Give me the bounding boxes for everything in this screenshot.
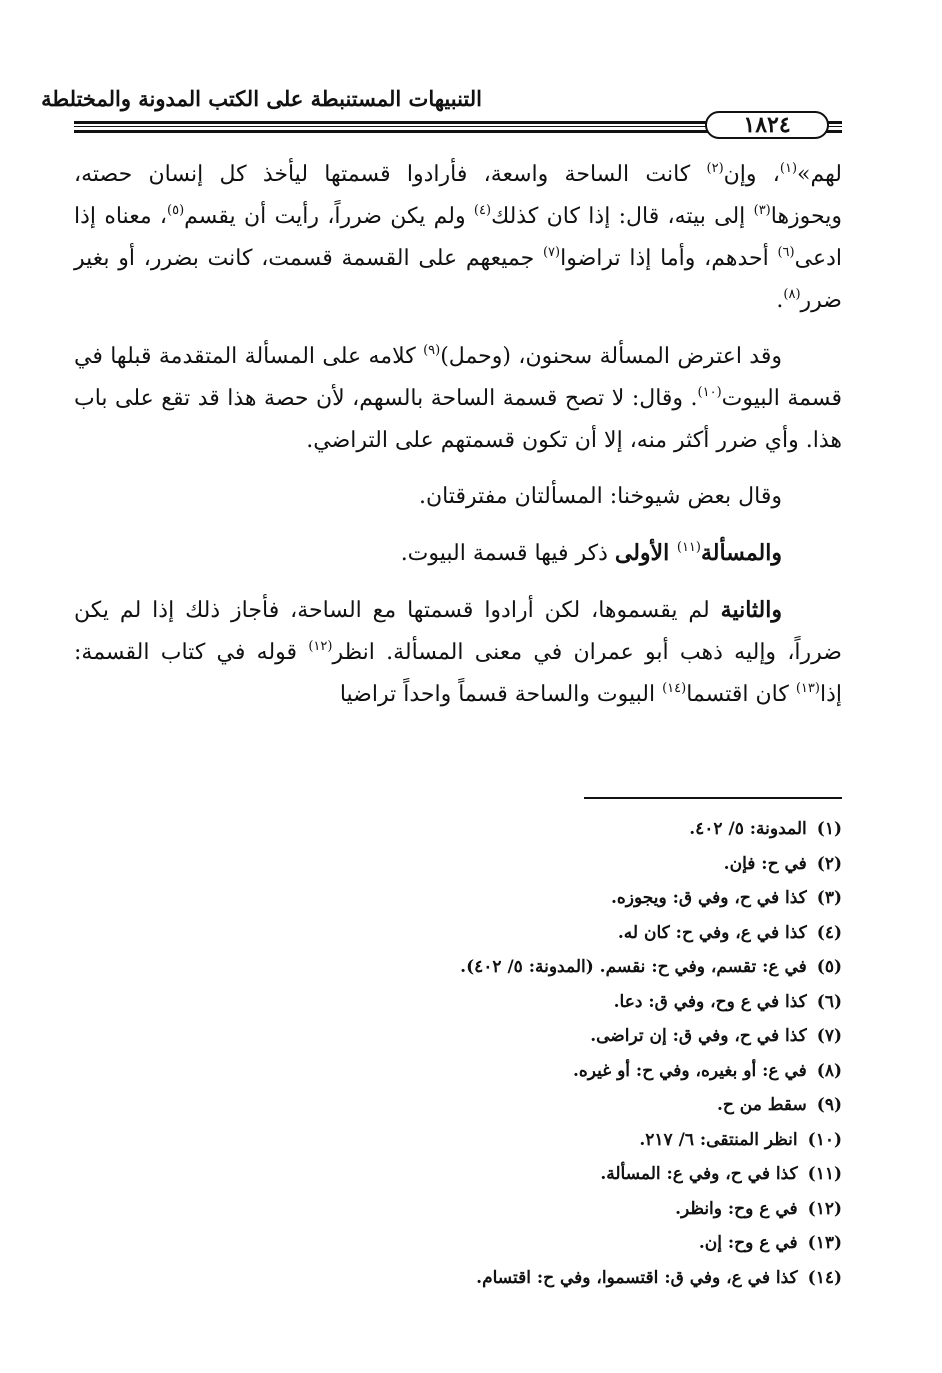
footnote-ref: (٢) [706,161,724,176]
page-number: ١٨٢٤ [743,112,791,138]
footnote-number: (٤) [816,922,842,943]
footnote-item [300,881,842,916]
footnote-number: (٢) [816,853,842,874]
paragraph-4 [74,532,842,575]
footnote-item [300,1088,842,1123]
page-number-badge [705,111,829,139]
footnote-ref: (٦) [777,245,795,260]
text-run: إلى بيته، قال: إذا كان كذلك [491,204,754,229]
footnote-item [300,847,842,882]
footnote-number: (٣) [816,888,842,908]
footnote-number: (٩) [816,1095,842,1115]
text-run: كان اقتسما [686,682,796,707]
footnote-number: (١٠) [807,1129,842,1150]
footnote-item [300,1019,842,1054]
footnote-text: كذا في ح، وفي ع: المسألة. [600,1164,798,1184]
footnote-number: (١) [816,819,842,839]
footnote-item [300,1157,842,1192]
footnote-number: (١٢) [807,1198,842,1219]
bold-run: والمسألة [701,540,782,566]
footnote-ref: (٤) [473,203,492,218]
running-title: التنبيهات المستنبطة على الكتب المدونة والمختلطة [41,86,482,111]
footnote-ref: (٥) [167,203,185,218]
text-run: ، معناه إذا ادعى [74,204,842,271]
bold-run: الأولى [614,540,677,566]
footnote-item [300,1226,842,1261]
text-run: كانت الساحة واسعة، فأرادوا قسمتها ليأخذ كل إنسان حصته، ويحوزها [74,162,842,229]
footnote-text: كذا في ع، وفي ح: كان له. [617,922,807,943]
text-run: لهم» [797,162,842,187]
footnote-text: في ح: فإن. [723,853,807,874]
text-run: جميعهم على القسمة قسمت، كانت بضرر، أو بغير ضرر [74,246,842,313]
text-run: ، وإن [723,162,780,187]
footnote-separator [584,797,842,799]
footnote-ref: (٣) [753,203,771,218]
paragraph-1 [74,154,842,322]
footnote-ref: (٩) [423,343,441,358]
footnote-ref: (٨) [783,287,801,302]
footnote-text: سقط من ح. [717,1095,807,1115]
main-text [74,154,842,716]
paragraph-2 [74,336,842,462]
footnote-text: في ع وح: إن. [698,1233,798,1253]
footnote-number: (٥) [816,957,842,977]
footnote-item [300,985,842,1020]
footnotes [300,812,842,1295]
paragraph-3: وقال بعض شيوخنا: المسألتان مفترقتان. [418,484,782,509]
footnote-ref: (١١) [676,540,701,555]
footnote-text: كذا في ح، وفي ق: ويجوزه. [610,888,807,908]
footnote-number: (١٣) [807,1233,842,1253]
footnote-item [300,916,842,951]
footnote-number: (٦) [816,991,842,1012]
footnote-item [300,950,842,985]
text-run: كلامه على المسألة المتقدمة قبلها في قسمة البيوت [74,344,842,411]
footnote-text: كذا في ع، وفي ق: اقتسموا، وفي ح: اقتسام. [476,1267,798,1288]
footnote-text: في ع: أو بغيره، وفي ح: أو غيره. [572,1060,807,1081]
footnote-ref: (١٠) [697,385,722,400]
footnote-ref: (٧) [542,245,561,260]
footnote-item [300,1192,842,1227]
text-run: ذكر فيها قسمة البيوت. [400,541,615,566]
footnote-ref: (١٣) [795,681,820,696]
footnote-ref: (١٢) [308,639,333,654]
footnote-text: انظر المنتقى: ٦/ ٢١٧. [639,1129,798,1150]
text-run: البيوت والساحة قسماً واحداً تراضيا [339,682,663,707]
footnote-number: (٧) [816,1026,842,1046]
footnote-ref: (١٤) [662,681,687,696]
footnote-item [300,812,842,847]
text-run: . [776,288,784,313]
footnote-text: كذا في ح، وفي ق: إن تراضى. [590,1026,807,1046]
text-run: وقد اعترض المسألة سحنون، (وحمل) [440,344,782,369]
footnote-number: (١٤) [807,1267,842,1288]
footnote-text: في ع وح: وانظر. [675,1198,798,1219]
footnote-item [300,1054,842,1089]
text-run: ولم يكن ضرراً، رأيت أن يقسم [184,204,474,229]
text-run: . وقال: لا تصح قسمة الساحة بالسهم، لأن حصة هذا قد تقع على باب هذا. وأي ضرر أكثر منه، إلا أن تكون قسمتهم على التراضي. [74,386,842,453]
footnote-text: كذا في ع وح، وفي ق: دعا. [613,991,807,1012]
paragraph-5 [74,589,842,716]
footnote-item [300,1123,842,1158]
text-run: لم يقسموها، لكن أرادوا قسمتها مع الساحة، فأجاز ذلك إذا لم يكن ضرراً، وإليه ذهب أبو عمران في معنى المسألة. انظر [74,598,842,665]
footnote-item [300,1261,842,1296]
text-run: قوله في كتاب القسمة: إذا [74,640,842,707]
footnote-number: (٨) [816,1060,842,1081]
footnote-text: في ع: تقسم، وفي ح: نقسم. (المدونة: ٥/ ٤٠٢). [460,957,807,977]
footnote-number: (١١) [807,1164,842,1184]
text-run: أحدهم، وأما إذا تراضوا [560,246,778,271]
bold-run: والثانية [720,597,782,623]
footnote-text: المدونة: ٥/ ٤٠٢. [689,819,807,839]
footnote-ref: (١) [779,161,798,176]
